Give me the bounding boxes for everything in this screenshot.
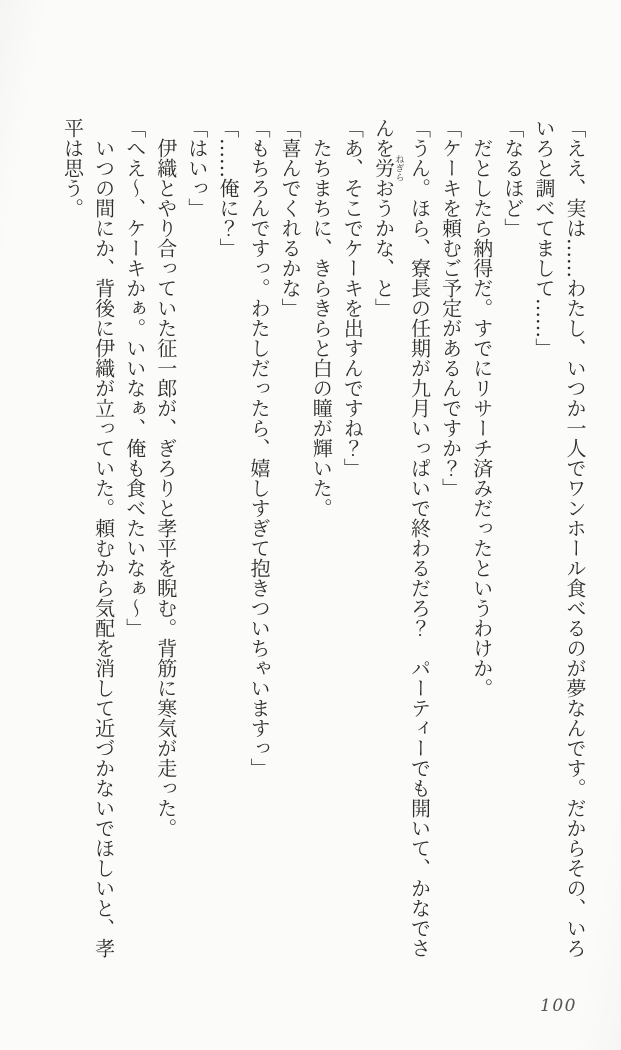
text-line: 「もちろんですっ。わたしだったら、嬉しすぎて抱きついちゃいますっ」 [247, 118, 272, 778]
text-line: 伊織とやり合っていた征一郎が、ぎろりと孝平を睨む。背筋に寒気が走った。 [153, 138, 178, 838]
text-line: いつの間にか、背後に伊織が立っていた。頼むから気配を消して近づかないでほしいと、孝 [91, 138, 116, 958]
furigana: ねぎら [393, 154, 404, 182]
text-line: だとしたら納得だ。すでにリサーチ済みだったというわけか。 [469, 138, 494, 698]
text-line: んを労ねぎらおうかな、と」 [371, 118, 404, 318]
text-line: 「喜んでくれるかな」 [278, 118, 303, 318]
text-line: 「ケーキを頼むご予定があるんですか？」 [438, 118, 463, 498]
text-line: 「なるほど」 [500, 118, 525, 238]
text-line: 「うん。ほら、寮長の任期が九月いっぱいで終わるだろ？ パーティーでも開いて、かなでさ [407, 118, 432, 958]
text-line: 「はいっ」 [184, 118, 209, 218]
page-number: 100 [540, 996, 577, 1016]
page-text-block [60, 118, 590, 968]
text-line: 「……俺に？」 [215, 118, 240, 258]
text-line: 「あ、そこでケーキを出すんですね？」 [340, 118, 365, 478]
text-line: たちまちに、きらきらと白の瞳が輝いた。 [309, 138, 334, 518]
text-line: 「ええ、実は……わたし、いつか一人でワンホール食べるのが夢なんです。だからその、いろ [563, 118, 587, 958]
ruby-base: 労ねぎら [371, 154, 404, 182]
text-line: 平は思う。 [60, 118, 85, 218]
text-line: いろと調べてまして……」 [531, 118, 556, 358]
text-line: 「へえ〜、ケーキかぁ。いいなぁ、俺も食べたいなぁ〜」 [122, 118, 147, 638]
